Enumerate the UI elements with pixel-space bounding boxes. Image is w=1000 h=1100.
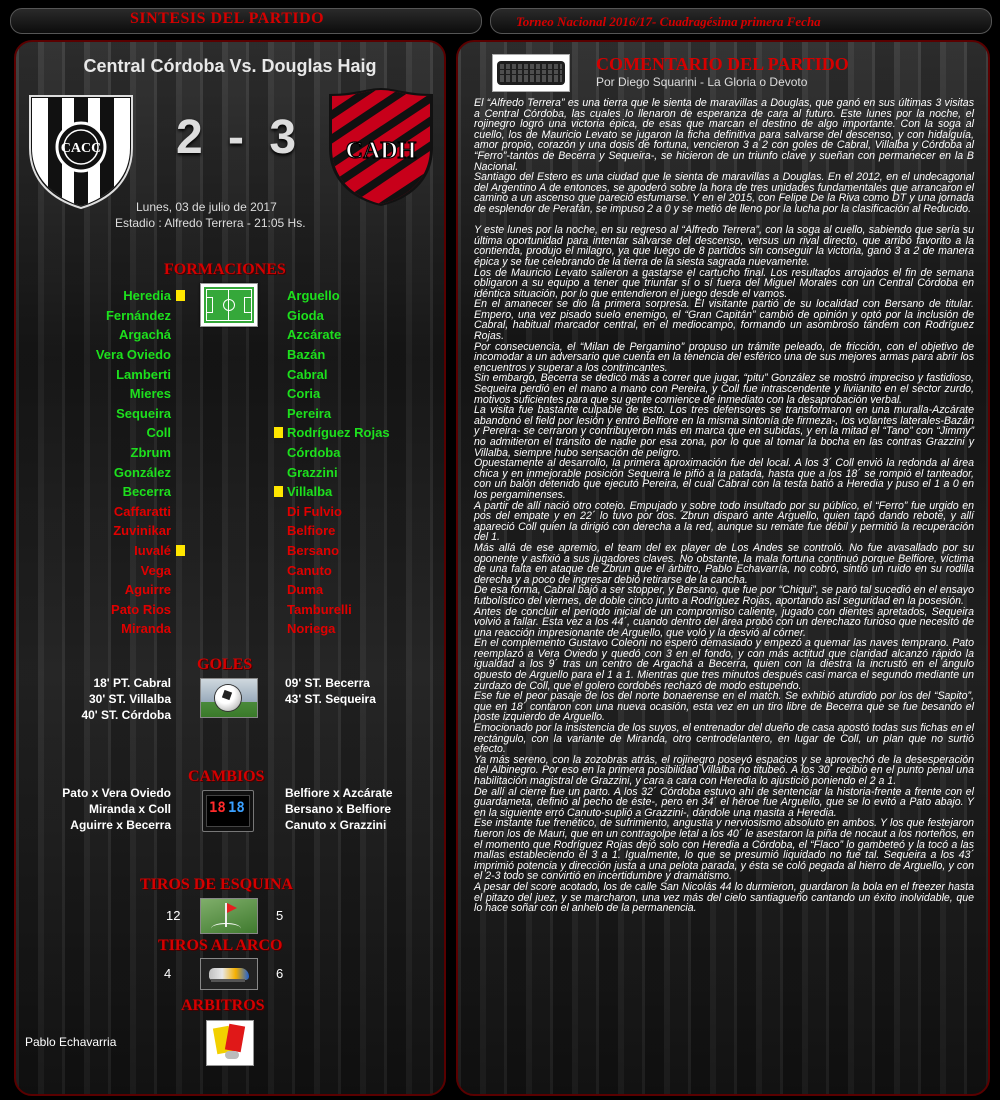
player-home-11: Becerra xyxy=(122,484,171,499)
article-paragraph: Y este lunes por la noche, en su regreso al “Alfredo Terrera”, con la soga al cuello, sabiendo que sería su última oportunidad para intentar salvarse del descenso, versus un rival directo, que arribó favorito a la contienda, produjo el milagro, ya que luego de 8 partidos sin conseguir la victoria, ganó 3 a 2 de manera épica y se fue celebrando de la tierra de la siesta sagrada nuevamente. xyxy=(474,224,974,268)
article-paragraph: Antes de concluir el período inicial de un compromiso caliente, jugado con dientes apretados, Sequeira volvió a fallar. Esta vez a los 44´, cuando dentro del área probó con un derechazo furioso que necesitó de una reacción impresionante de Arguello, que voló y la desvió al córner. xyxy=(474,605,974,639)
article-paragraph: El “Alfredo Terrera” es una tierra que le sienta de maravillas a Douglas, que ganó en sus últimas 3 visitas a Central Córdoba, las cuales lo llenaron de esperanza de cara al futuro. Este lunes por la noche, el rojinegro logró una victoria épica, de esas que marcan el destino de algo importante. Con la soga al cuello, los de Mauricio Levato se jugaron la ficha definitiva para salvarse del descenso, y con hidalguía, amor propio, corazón y una dosis de fortuna, vencieron 3 a 2 con goles de Cabral, Villalba y Córdoba al “Ferro”-tantos de Becerra y Sequeira-, se hicieron de un triunfo clave y sueñan con permanecer en la B Nacional. xyxy=(474,97,974,173)
corner-flag-icon xyxy=(200,898,258,934)
ball-icon xyxy=(200,678,258,718)
referee-cards-icon xyxy=(206,1020,254,1066)
corners-home: 12 xyxy=(166,908,181,923)
goles-title: GOLES xyxy=(197,656,253,673)
player-away-5: Cabral xyxy=(287,367,328,382)
goal-away-1: 09' ST. Becerra xyxy=(285,676,370,690)
boot-icon xyxy=(200,958,258,990)
player-home-6: Mieres xyxy=(129,386,171,401)
article-paragraph: En el amanecer se dio la primera sorpresa. El visitante partió de su localidad con Bersano de titular. Empero, una vez pisado suelo enemigo, el “Gran Capitán” cambió de opinión y optó por la inclusión de Cabral, habitual marcador central, en el mediocampo, formando un asombroso tándem con Rodríguez Rojas. xyxy=(474,298,974,343)
referee-name: Pablo Echavarria xyxy=(25,1035,117,1049)
match-summary-panel xyxy=(14,40,446,1096)
comment-title: COMENTARIO DEL PARTIDO xyxy=(596,54,849,74)
top-bar xyxy=(0,0,1000,38)
sub-away-4: Canuto xyxy=(287,563,332,578)
player-away-9: Córdoba xyxy=(287,445,341,460)
sub-away-2: Belfiore xyxy=(287,523,336,538)
article-paragraph: A partir de allí nació otro cotejo. Empujado y sobre todo insultado por su público, el “Ferro” fue urgido en pos del empate y en 22´ lo tuvo por dos. Zbrun disparó ante Arguello, quien tapó dando rebote, y allí apareció Coll quien la dirigió con derecha a la red, aunque su remate fue débil y permitió la recuperación del 1. xyxy=(474,499,974,544)
away-logo-text: CADH xyxy=(345,138,417,164)
article-paragraph: Emocionado por la insistencia de los suyos, el entrenador del dueño de casa apostó todas sus fichas en el rectángulo, con la variante de Miranda, otro centrodelantero, en lugar de Coll, un plan que no surtió efecto. xyxy=(474,722,974,756)
article-paragraph: A pesar del score acotado, los de calle San Nicolás 44 lo durmieron, guardaron la bola en el freezer hasta el pitazo del juez, y se marcharon, una vez más del cielo santiagueño cantando un éxito inolvidable, que lo hace soñar con el anhelo de la permanencia. xyxy=(474,880,974,915)
score: 2 - 3 xyxy=(176,111,303,164)
sub-away-6: Tamburelli xyxy=(287,602,352,617)
player-away-1: Arguello xyxy=(287,288,340,303)
comment-panel xyxy=(456,40,990,1096)
player-home-3: Argachá xyxy=(118,327,171,342)
home-team-shield-icon xyxy=(26,92,136,210)
article-paragraph: Ese instante fue frenético, de sufrimiento, angustia y nerviosismo absoluto en ambos. Y los que festejaron fueron los de Mauri, que en un contragolpe letal a los 40´ le asestaron la piña de nocaut a los norteños, en el momento que Rodríguez Rojas dejó solo con Heredia a Córdoba, el “Flaco” lo gambeteó y la tocó a las mallas estableciendo el 3 a 1. Igualmente, lo que se presumió liquidado no fue tal. Sequeira a los 43´ imprimió potencia y dirección justa a una pelota parada, y ésta se coló pegada al hierro de Arguello, y con el 2-3 todo se convirtió en incertidumbre y dramatismo. xyxy=(474,817,974,883)
player-home-2: Fernández xyxy=(105,308,171,323)
player-away-8: Rodríguez Rojas xyxy=(287,425,390,440)
player-home-10: González xyxy=(113,465,171,480)
player-home-1: Heredia xyxy=(123,288,171,303)
player-away-7: Pereira xyxy=(287,406,332,421)
article-paragraph: Por consecuencia, el “Milan de Pergamino” propuso un trámite peleado, de fricción, con el objetivo de incomodar a un adversario que cuenta en la tenencia del esférico una de sus mejores armas para abrir los encuentros y superar a los contrincantes. xyxy=(474,340,974,374)
sub-home-3: Iuvalé xyxy=(134,543,171,558)
sub-away-3: Bersano xyxy=(287,543,340,558)
comment-article xyxy=(474,98,974,914)
change-away-1: Belfiore x Azcárate xyxy=(285,786,393,800)
cambios-title: CAMBIOS xyxy=(188,768,265,785)
sub-home-6: Pato Rios xyxy=(111,602,171,617)
player-away-6: Coria xyxy=(287,386,321,401)
goal-home-3: 40' ST. Córdoba xyxy=(81,708,171,722)
sub-home-7: Miranda xyxy=(121,621,171,636)
corners-title: TIROS DE ESQUINA xyxy=(140,876,293,893)
goal-home-1: 18' PT. Cabral xyxy=(93,676,171,690)
corners-away: 5 xyxy=(276,908,284,923)
sub-away-7: Noriega xyxy=(287,621,336,636)
substitution-board-icon xyxy=(202,790,254,832)
article-paragraph: Más allá de ese apremio, el team del ex player de Los Andes se controló. No fue avasallado por su oponente y asfixió a sus jugadores claves. No obstante, la mala fortuna continuó porque Belfiore, víctima de una falta en ataque de Zbrun que el árbitro, Pablo Echavarría, no cobró, sintió un ruido en su rodilla derecha y a poco de ingresar debió retirarse de la cancha. xyxy=(474,541,974,586)
article-paragraph: Los de Mauricio Levato salieron a gastarse el cartucho final. Los resultados arrojados el fin de semana obligaron a su equipo a tener que triunfar sí o sí fuera del Miguel Morales con un Central Córdoba en idéntica situación, por lo que entendieron el juego desde el vamos. xyxy=(474,266,974,300)
player-home-8: Coll xyxy=(146,425,171,440)
yellow-card-icon xyxy=(274,427,283,438)
home-logo-text: CACC xyxy=(60,141,102,156)
player-home-5: Lamberti xyxy=(116,367,171,382)
article-paragraph: Ya más sereno, con la zozobras atrás, el rojinegro poseyó espacios y se aprovechó de la desesperación del Albinegro. Por eso en la primera posibilidad Villalba no titubeó. A los 30´ recibió en el punto penal una habilitación magistral de Grazzini, y cara a cara con Heredia lo ajustició poniendo el 2 a 1. xyxy=(474,753,974,787)
player-home-9: Zbrum xyxy=(130,445,171,460)
tournament-title: Torneo Nacional 2016/17- Cuadragésima primera Fecha xyxy=(516,14,821,29)
match-date: Lunes, 03 de julio de 2017 xyxy=(136,200,277,214)
article-paragraph: De allí al cierre fue un parto. A los 32´ Córdoba estuvo ahí de sentenciar la historia-frente a frente con el guardameta, definió al pecho de éste-, pero en 34´ el héroe fue Arguello, que se lo evitó a Pato abajo. Y en la siguiente erró Canuto-suplió a Grazzini-, dándole una masita a Heredia. xyxy=(474,785,974,819)
board-right-number: 18 xyxy=(228,800,245,816)
article-paragraph: La visita fue bastante culpable de esto. Los tres defensores se transformaron en una muralla-Azcárate abandonó el field por lesión y entró Belfiore en la misma sintonía de firmeza-, los volantes laterales-Bazán y Pereira- se cerraron y contribuyeron más en marca que en subidas, y en la mitad el “Tano” con “Jimmy” no admitieron el tránsito de nadie por esa zona, por lo que al tomar la bocha en las contras Grazzini y Villalba, siempre hubo sensación de peligro. xyxy=(474,404,974,459)
article-paragraph: De esa forma, Cabral bajó a ser stopper, y Bersano, que fue por “Chiqui”, se paró tal sucedió en el ensayo futbolístico del viernes, de doble cinco junto a Rodríguez Rojas, aportando así seguridad en la posesión. xyxy=(474,584,974,607)
match-title: Central Córdoba Vs. Douglas Haig xyxy=(83,56,377,76)
player-away-3: Azcárate xyxy=(287,327,342,342)
arbitros-title: ARBITROS xyxy=(181,997,265,1014)
article-paragraph: Ese fue el peor pasaje de los del norte bonaerense en el match. Se exhibió aturdido por los del “Sapito”, que en 18´ contaron con una nueva ocasión, esta vez en un tiro libre de Becerra que se fue besando el poste izquierdo de Arguello. xyxy=(474,690,974,724)
yellow-card-icon xyxy=(176,290,185,301)
shots-away: 6 xyxy=(276,966,284,981)
player-home-4: Vera Oviedo xyxy=(95,347,171,362)
page-title: SINTESIS DEL PARTIDO xyxy=(130,10,325,27)
change-away-2: Bersano x Belfiore xyxy=(285,802,392,816)
keyboard-icon xyxy=(492,54,570,92)
sub-home-4: Vega xyxy=(140,563,171,578)
away-team-shield-icon xyxy=(326,88,436,208)
change-home-1: Pato x Vera Oviedo xyxy=(62,786,171,800)
change-home-2: Miranda x Coll xyxy=(88,802,171,816)
comment-author: Por Diego Squarini - La Gloria o Devoto xyxy=(596,75,808,89)
sub-home-5: Aguirre xyxy=(124,582,171,597)
article-paragraph: Sin embargo, Becerra se dedicó más a correr que jugar, “pitu” González se mostró impreciso y fastidioso, Sequeira perdió en el mano a mano con Pereira, y Coll fue intrascendente y liviianito en el sector zurdo, motivos suficientes para que su gente comience de inmediato con la desaprobación verbal. xyxy=(474,372,974,406)
board-left-number: 18 xyxy=(209,800,226,816)
player-away-10: Grazzini xyxy=(287,465,338,480)
article-paragraph: En el complemento Gustavo Coleoni no esperó demasiado y empezó a quemar las naves temprano. Pato reemplazó a Vera Oviedo y quedó con 3 en el fondo, y con más actitud que claridad alcanzó rápido la igualdad a los 9´ tras un centro de Argachá a Becerra, quien con la diestra la incrustó en el ángulo opuesto de Arguello para el 1 a 1. Mientras que tres minutos después casi marca el segundo mediante un zurdazo de Coll, que el golero cordobés rechazó de modo estupendo. xyxy=(474,637,974,692)
yellow-card-icon xyxy=(274,486,283,497)
player-home-7: Sequeira xyxy=(116,406,171,421)
yellow-card-icon xyxy=(176,545,185,556)
formaciones-title: FORMACIONES xyxy=(164,261,286,278)
shots-home: 4 xyxy=(164,966,172,981)
sub-home-2: Zuvinikar xyxy=(113,523,171,538)
change-away-3: Canuto x Grazzini xyxy=(285,818,387,832)
player-away-2: Gioda xyxy=(287,308,324,323)
shots-title: TIROS AL ARCO xyxy=(158,937,283,954)
sub-away-1: Di Fulvio xyxy=(287,504,342,519)
pitch-icon xyxy=(200,283,258,327)
goal-home-2: 30' ST. Villalba xyxy=(88,692,171,706)
article-paragraph: Opuestamente al desarrollo, la primera aproximación fue del local. A los 3´ Coll envió la redonda al área chica y en inmejorable posición Sequeira le pifió a la patada, hasta que a los 18´ se rompió el tanteador, con un balón detenido que ejecutó Pereira, el cual Cabral con la testa batió a Heredia y puso el 1 a 0 en los pergaminenses. xyxy=(474,457,974,501)
match-stadium: Estadio : Alfredo Terrera - 21:05 Hs. xyxy=(115,216,306,230)
sub-home-1: Caffaratti xyxy=(113,504,171,519)
player-away-11: Villalba xyxy=(287,484,333,499)
change-home-3: Aguirre x Becerra xyxy=(70,818,171,832)
article-paragraph: Santiago del Estero es una ciudad que le sienta de maravillas a Douglas. En el 2012, en el undecagonal del Argentino A de entonces, se apoderó sobre la hora de tres unidades fundamentales que arrancaron el camino a un ascenso que pareció esfumarse. Y en el 2015, con Felipe De la Riva como DT y una jornada de esplendor de Perafán, se impuso 2 a 0 y se metió de lleno por la lucha por la clasificación al Reducido. xyxy=(474,171,974,215)
player-away-4: Bazán xyxy=(287,347,326,362)
sub-away-5: Duma xyxy=(287,582,324,597)
goal-away-2: 43' ST. Sequeira xyxy=(285,692,376,706)
